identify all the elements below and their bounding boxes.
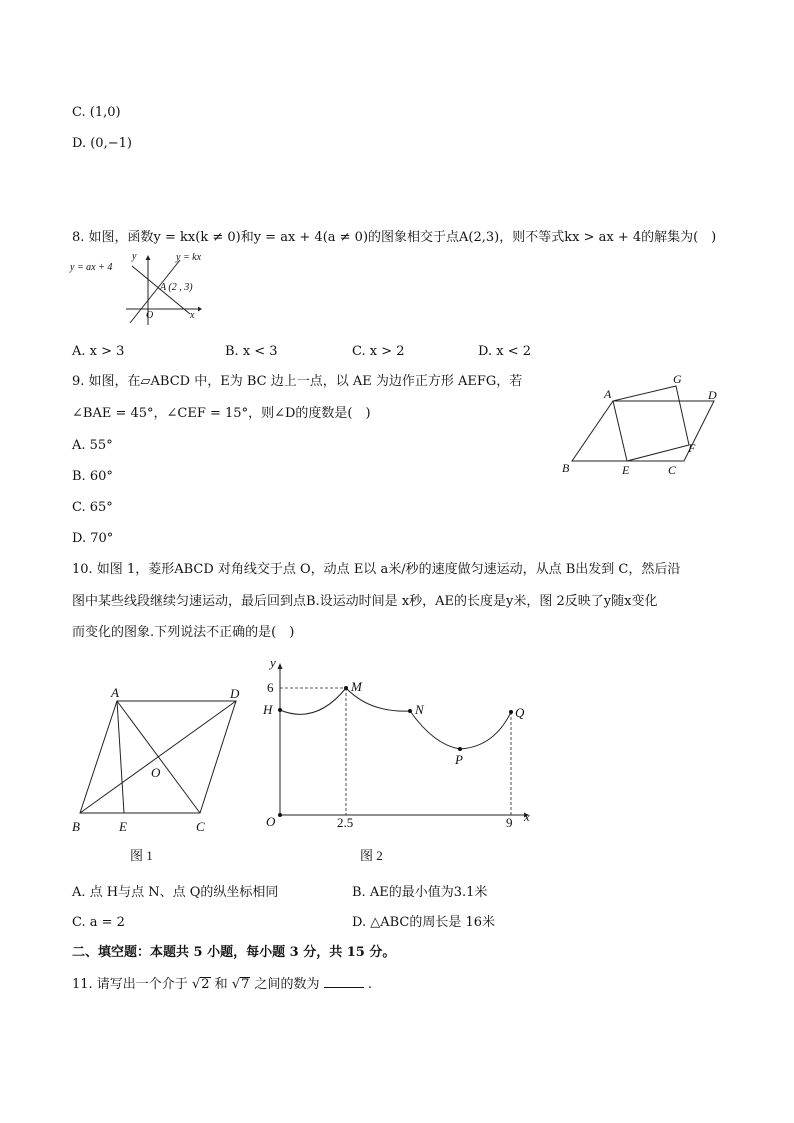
q10-fig1-label-b: B bbox=[72, 819, 80, 834]
q10-fig2-point-n bbox=[408, 709, 412, 713]
q10-fig1-label-o: O bbox=[151, 765, 161, 780]
q10-fig1-label-d: D bbox=[230, 686, 240, 701]
q10-fig2-tick-25: 2.5 bbox=[337, 815, 354, 830]
q10-fig2-tick-6: 6 bbox=[267, 680, 274, 695]
q9-label-b: B bbox=[562, 461, 570, 475]
q8-label-origin: O bbox=[146, 310, 154, 321]
q10-option-c: C. a = 2 bbox=[72, 915, 125, 930]
q10-fig2-label-origin: O bbox=[266, 814, 276, 829]
q9-option-b: B. 60° bbox=[72, 469, 113, 484]
q9-figure bbox=[556, 370, 736, 480]
q10-figure1 bbox=[70, 685, 250, 865]
q11-answer-blank[interactable] bbox=[324, 975, 364, 988]
q10-diagonal-bd bbox=[80, 701, 236, 813]
q11-line bbox=[72, 975, 372, 994]
q7-option-d: D. (0,−1) bbox=[72, 136, 132, 151]
q11-sqrt-2: √2 bbox=[191, 977, 210, 992]
q10-fig2-tick-9: 9 bbox=[506, 815, 513, 830]
q8-figure bbox=[68, 250, 218, 330]
q9-option-d: D. 70° bbox=[72, 531, 114, 546]
q11-prefix: 11. 请写出一个介于 bbox=[72, 977, 188, 992]
q10-option-d: D. △ABC的周长是 16米 bbox=[352, 915, 496, 930]
q10-fig2-label-n: N bbox=[415, 702, 424, 717]
q9-label-a: A bbox=[604, 387, 612, 401]
q10-fig1-label-a: A bbox=[111, 685, 119, 700]
q8-label-kx: y = kx bbox=[176, 252, 202, 263]
q7-option-c: C. (1,0) bbox=[72, 105, 121, 120]
q10-fig2-point-o bbox=[278, 813, 282, 817]
q8-label-x: x bbox=[190, 310, 195, 321]
q10-fig2-curve bbox=[280, 688, 511, 749]
q9-option-c: C. 65° bbox=[72, 500, 113, 515]
q11-radicand-2: 2 bbox=[201, 977, 210, 992]
q9-stem-line2: ∠BAE = 45°，∠CEF = 15°，则∠D的度数是( ) bbox=[72, 406, 371, 421]
q10-fig2-label-p: P bbox=[455, 752, 463, 767]
q10-fig2-label-x: x bbox=[524, 809, 530, 824]
q10-fig2-point-p bbox=[458, 747, 462, 751]
q9-option-a: A. 55° bbox=[72, 438, 113, 453]
q10-segment-ae bbox=[117, 701, 124, 813]
q8-stem: 8. 如图，函数y = kx(k ≠ 0)和y = ax + 4(a ≠ 0)的图象相交于点A(2,3)，则不等式kx > ax + 4的解集为( ) bbox=[72, 230, 717, 245]
q10-option-a: A. 点 H与点 N、点 Q的纵坐标相同 bbox=[72, 885, 279, 900]
q9-label-e: E bbox=[622, 463, 630, 477]
q8-x-arrow bbox=[198, 307, 202, 312]
q10-fig1-label-e: E bbox=[119, 819, 127, 834]
q9-label-f: F bbox=[688, 441, 696, 455]
q10-fig1-label-c: C bbox=[196, 819, 205, 834]
q9-square bbox=[613, 386, 689, 461]
section2-heading: 二、填空题：本题共 5 小题，每小题 3 分，共 15 分。 bbox=[72, 945, 396, 960]
q10-fig2-label-h: H bbox=[263, 702, 273, 717]
q10-fig2-label-m: M bbox=[351, 679, 362, 694]
q10-fig2-y-arrow bbox=[278, 663, 283, 669]
q10-fig2-label-q: Q bbox=[515, 705, 525, 720]
q10-fig2-point-q bbox=[509, 710, 513, 714]
q8-label-y: y bbox=[132, 251, 137, 262]
q8-label-point-a: A (2 , 3) bbox=[160, 282, 193, 293]
q10-option-b: B. AE的最小值为3.1米 bbox=[352, 885, 488, 900]
q11-sqrt-7: √7 bbox=[231, 977, 250, 992]
q11-radicand-7: 7 bbox=[241, 977, 250, 992]
q10-fig2-label-y: y bbox=[270, 655, 276, 670]
q10-fig1-caption: 图 1 bbox=[130, 848, 153, 863]
q10-stem-line1: 10. 如图 1，菱形ABCD 对角线交于点 O，动点 E以 a米/秒的速度做匀速运动，从点 B出发到 C，然后沿 bbox=[72, 562, 681, 577]
q10-figure2 bbox=[258, 655, 548, 865]
q11-end: . bbox=[367, 977, 372, 992]
q10-fig2-point-h bbox=[278, 708, 282, 712]
q9-stem-line1: 9. 如图，在▱ABCD 中，E为 BC 边上一点，以 AE 为边作正方形 AEFG，若 bbox=[72, 374, 523, 389]
q8-y-arrow bbox=[146, 255, 151, 260]
q11-middle: 和 bbox=[214, 977, 228, 992]
q9-label-d: D bbox=[708, 388, 717, 402]
q10-stem-line2: 图中某些线段继续匀速运动，最后回到点B.设运动时间是 x秒，AE的长度是y米，图 2反映了y随x变化 bbox=[72, 594, 658, 609]
q10-fig2-caption: 图 2 bbox=[360, 848, 383, 863]
q9-label-c: C bbox=[668, 463, 677, 477]
q9-label-g: G bbox=[673, 372, 682, 386]
q8-option-c: C. x > 2 bbox=[352, 344, 405, 359]
q10-stem-line3: 而变化的图象.下列说法不正确的是( ) bbox=[72, 625, 295, 640]
q8-option-d: D. x < 2 bbox=[478, 344, 531, 359]
q8-option-a: A. x > 3 bbox=[72, 344, 125, 359]
q10-fig2-point-m bbox=[344, 686, 348, 690]
q8-label-ax4: y = ax + 4 bbox=[70, 262, 113, 273]
q8-option-b: B. x < 3 bbox=[225, 344, 278, 359]
q11-suffix: 之间的数为 bbox=[254, 977, 320, 992]
